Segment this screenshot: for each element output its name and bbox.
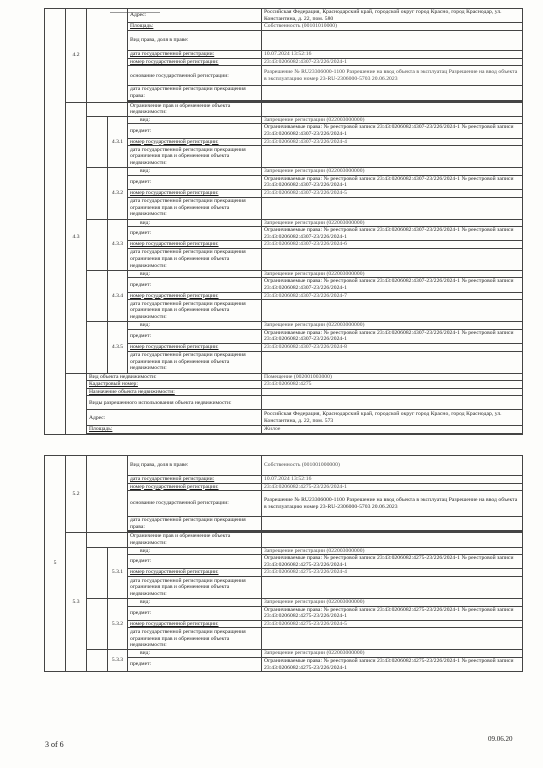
table-row xyxy=(45,270,523,278)
row-value: Запрещение регистрации (022003000000) xyxy=(262,322,523,330)
row-label: дата государственной регистрации: xyxy=(128,51,262,59)
row-value: 10.07.2024 13:52:16 xyxy=(262,51,523,59)
row-value: Ограничиваемые права: № реестровой записи 23:43:0206082:4307-23/226/2024-1 № реестровой записи 23:43:0206082:4307-23/226/2024-1 xyxy=(262,329,523,343)
row-value: Разрешение № RU23306000-1100 Разрешение на ввод объекта в эксплуатац Разрешение на ввод объекта в эксплуатацию номер 23-RU-2306000-5703 20.06.2023 xyxy=(262,491,523,517)
row-label: номер государственной регистрации: xyxy=(128,292,262,300)
row-label: дата государственной регистрации прекращения ограничения прав и обременения объекта недвижимости: xyxy=(128,351,262,373)
row-label: Вид права, доля в праве: xyxy=(128,31,262,51)
row-label: предмет: xyxy=(128,227,262,241)
table-row xyxy=(45,322,523,330)
row-label: дата государственной регистрации прекращения ограничения прав и обременения объекта недвижимости: xyxy=(128,300,262,322)
row-label: номер государственной регистрации: xyxy=(128,138,262,146)
row-value: Ограничиваемые права: № реестровой записи 23:43:0206082:4307-23/226/2024-1 № реестровой записи 23:43:0206082:4307-23/226/2024-1 xyxy=(262,278,523,292)
table-row xyxy=(45,102,523,116)
section-cell: 5.2 xyxy=(66,456,87,533)
subsection-cell: 5.3.2 xyxy=(108,598,128,649)
section-number: 5 xyxy=(45,456,66,672)
row-label: Назначение объекта недвижимости: xyxy=(87,388,262,396)
section-cell: 4.2 xyxy=(66,9,87,103)
row-value xyxy=(262,31,523,51)
row-label: Вид права, доля в праве: xyxy=(128,456,262,476)
table-row xyxy=(45,9,523,23)
row-label: вид: xyxy=(128,547,262,555)
row-value: 23:43:0206082:4275-23/226/2024-4 xyxy=(262,569,523,577)
row-value xyxy=(262,300,523,322)
row-label: дата государственной регистрации прекращения права: xyxy=(128,86,262,100)
row-label: Ограничение прав и обременение объекта недвижимости: xyxy=(128,102,262,116)
row-value: 23:43:0206082:4307-23/226/2024-4 xyxy=(262,138,523,146)
row-value: Запрещение регистрации (022003000000) xyxy=(262,650,523,658)
section-cell: 4.3 xyxy=(66,102,87,373)
row-value: Запрещение регистрации (022003000000) xyxy=(262,116,523,124)
row-label: дата государственной регистрации прекращения ограничения прав и обременения объекта недвижимости: xyxy=(128,628,262,650)
row-label: вид: xyxy=(128,650,262,658)
row-label: предмет: xyxy=(128,175,262,189)
section-cell: 5.3 xyxy=(66,533,87,672)
row-value: 23:43:0206082:4307-23/226/2024-8 xyxy=(262,344,523,352)
row-value: 23:43:0206082:4275-23/226/2024-1 xyxy=(262,483,523,491)
row-value xyxy=(262,517,523,531)
row-value xyxy=(262,388,523,396)
row-label: вид: xyxy=(128,168,262,176)
row-value: 23:43:0206082:4275 xyxy=(262,381,523,389)
row-value: 23:43:0206082:4307-23/226/2024-5 xyxy=(262,189,523,197)
row-label: основание государственной регистрации: xyxy=(128,491,262,517)
row-label: основание государственной регистрации: xyxy=(128,66,262,86)
row-label: Площадь: xyxy=(87,426,262,434)
row-label: Виды разрешенного использования объекта недвижимости: xyxy=(87,396,262,410)
row-label: вид: xyxy=(128,116,262,124)
row-label: Кадастровый номер: xyxy=(87,381,262,389)
subsection-cell: 4.3.1 xyxy=(108,116,128,167)
row-value: Запрещение регистрации (022003000000) xyxy=(262,598,523,606)
row-value xyxy=(262,197,523,219)
row-value: Ограничиваемые права: № реестровой записи 23:43:0206082:4307-23/226/2024-1 № реестровой записи 23:43:0206082:4307-23/226/2024-1 xyxy=(262,124,523,138)
row-label: дата государственной регистрации прекращения права: xyxy=(128,517,262,531)
section-cell xyxy=(66,373,87,434)
subsection-cell: 4.3.3 xyxy=(108,219,128,270)
row-value xyxy=(262,86,523,100)
row-value: Запрещение регистрации (022003000000) xyxy=(262,219,523,227)
row-label: дата государственной регистрации прекращения ограничения прав и обременения объекта недвижимости: xyxy=(128,248,262,270)
subsection-cell: 5.3.3 xyxy=(108,650,128,672)
row-value: Российская Федерация, Краснодарский край, городской округ город Красно, город Краснодар, ул. Константина, д. 22, пом. 573 xyxy=(262,410,523,426)
row-value: 23:43:0206082:4307-23/226/2024-1 xyxy=(262,58,523,66)
row-value: Российская Федерация, Краснодарский край, городской округ город Красно, город Краснодар, ул. Константина, д. 22, пом. 580 xyxy=(262,9,523,23)
row-label: предмет: xyxy=(128,606,262,620)
table-row xyxy=(45,116,523,124)
table-row xyxy=(45,219,523,227)
row-value xyxy=(262,146,523,168)
row-label: Адрес: xyxy=(128,9,262,23)
row-label: номер государственной регистрации: xyxy=(128,189,262,197)
row-value: Запрещение регистрации (022003000000) xyxy=(262,547,523,555)
row-label: номер государственной регистрации: xyxy=(128,483,262,491)
page-number: 3 of 6 xyxy=(45,740,64,749)
row-label: предмет: xyxy=(128,278,262,292)
row-value: Жилое xyxy=(262,426,523,434)
row-value: Ограничиваемые права: № реестровой записи 23:43:0206082:4275-23/226/2024-1 № реестровой записи 23:43:0206082:4275-23/226/2024-1 xyxy=(262,606,523,620)
row-label: вид: xyxy=(128,270,262,278)
row-label: Вид объекта недвижимости: xyxy=(87,373,262,381)
row-label: Площадь: xyxy=(128,23,262,31)
row-value: 10.07.2024 13:52:16 xyxy=(262,476,523,484)
row-value: 23:43:0206082:4307-23/226/2024-6 xyxy=(262,241,523,249)
row-label: Адрес: xyxy=(87,410,262,426)
registry-table-section-5 xyxy=(44,455,523,672)
table-row xyxy=(45,373,523,381)
registry-table xyxy=(44,8,523,435)
subsection-cell: 4.3.2 xyxy=(108,168,128,219)
row-value: 23:43:0206082:4307-23/226/2024-7 xyxy=(262,292,523,300)
subsection-cell: 4.3.4 xyxy=(108,270,128,321)
row-label: дата государственной регистрации прекращения ограничения прав и обременения объекта недвижимости: xyxy=(128,146,262,168)
row-value xyxy=(262,102,523,116)
row-value xyxy=(262,248,523,270)
row-value xyxy=(262,533,523,547)
row-label: номер государственной регистрации: xyxy=(128,241,262,249)
row-label: Ограничение прав и обременение объекта недвижимости: xyxy=(128,533,262,547)
subsection-cell: 4.3.5 xyxy=(108,322,128,373)
row-value xyxy=(262,396,523,410)
row-label: дата государственной регистрации прекращения ограничения прав и обременения объекта недвижимости: xyxy=(128,197,262,219)
print-date: 09.06.20 xyxy=(488,735,513,743)
row-value: Запрещение регистрации (022003000000) xyxy=(262,168,523,176)
row-value xyxy=(262,628,523,650)
row-value: Запрещение регистрации (022003000000) xyxy=(262,270,523,278)
row-label: предмет: xyxy=(128,555,262,569)
row-label: номер государственной регистрации: xyxy=(128,620,262,628)
row-value xyxy=(262,351,523,373)
row-value: Ограничиваемые права: № реестровой записи 23:43:0206082:4307-23/226/2024-1 № реестровой записи 23:43:0206082:4307-23/226/2024-1 xyxy=(262,175,523,189)
row-label: номер государственной регистрации: xyxy=(128,58,262,66)
row-value: Собственность (001001000000) xyxy=(262,456,523,476)
row-value: Помещение (002001003000) xyxy=(262,373,523,381)
row-label: вид: xyxy=(128,219,262,227)
row-label: предмет: xyxy=(128,124,262,138)
row-label: дата государственной регистрации: xyxy=(128,476,262,484)
section-cell xyxy=(45,9,66,435)
row-label: вид: xyxy=(128,322,262,330)
row-label: номер государственной регистрации: xyxy=(128,569,262,577)
section-cell xyxy=(87,102,128,116)
row-label: предмет: xyxy=(128,657,262,671)
row-value: Собственность (00101010000) xyxy=(262,23,523,31)
row-value: 23:43:0206082:4275-23/226/2024-5 xyxy=(262,620,523,628)
row-value xyxy=(262,576,523,598)
section-cell xyxy=(87,9,128,103)
row-label: номер государственной регистрации: xyxy=(128,344,262,352)
row-label: вид: xyxy=(128,598,262,606)
row-value: Ограничиваемые права: № реестровой записи 23:43:0206082:4307-23/226/2024-1 № реестровой записи 23:43:0206082:4307-23/226/2024-1 xyxy=(262,227,523,241)
row-value: Ограничиваемые права: № реестровой записи 23:43:0206082:4275-23/226/2024-1 № реестровой записи 23:43:0206082:4275-23/226/2024-1 xyxy=(262,555,523,569)
table-row xyxy=(45,168,523,176)
subsection-cell: 5.3.1 xyxy=(108,547,128,598)
row-label: дата государственной регистрации прекращения ограничения прав и обременения объекта недвижимости: xyxy=(128,576,262,598)
row-value: Ограничиваемые права: № реестровой записи 23:43:0206082:4275-23/226/2024-1 № реестровой записи 23:43:0206082:4275-23/226/2024-1 xyxy=(262,657,523,671)
row-value: Разрешение № RU23306000-1100 Разрешение на ввод объекта в эксплуатац Разрешение на ввод объекта в эксплуатацию номер 23-RU-2306000-5703 20.06.2023 xyxy=(262,66,523,86)
row-label: предмет: xyxy=(128,329,262,343)
